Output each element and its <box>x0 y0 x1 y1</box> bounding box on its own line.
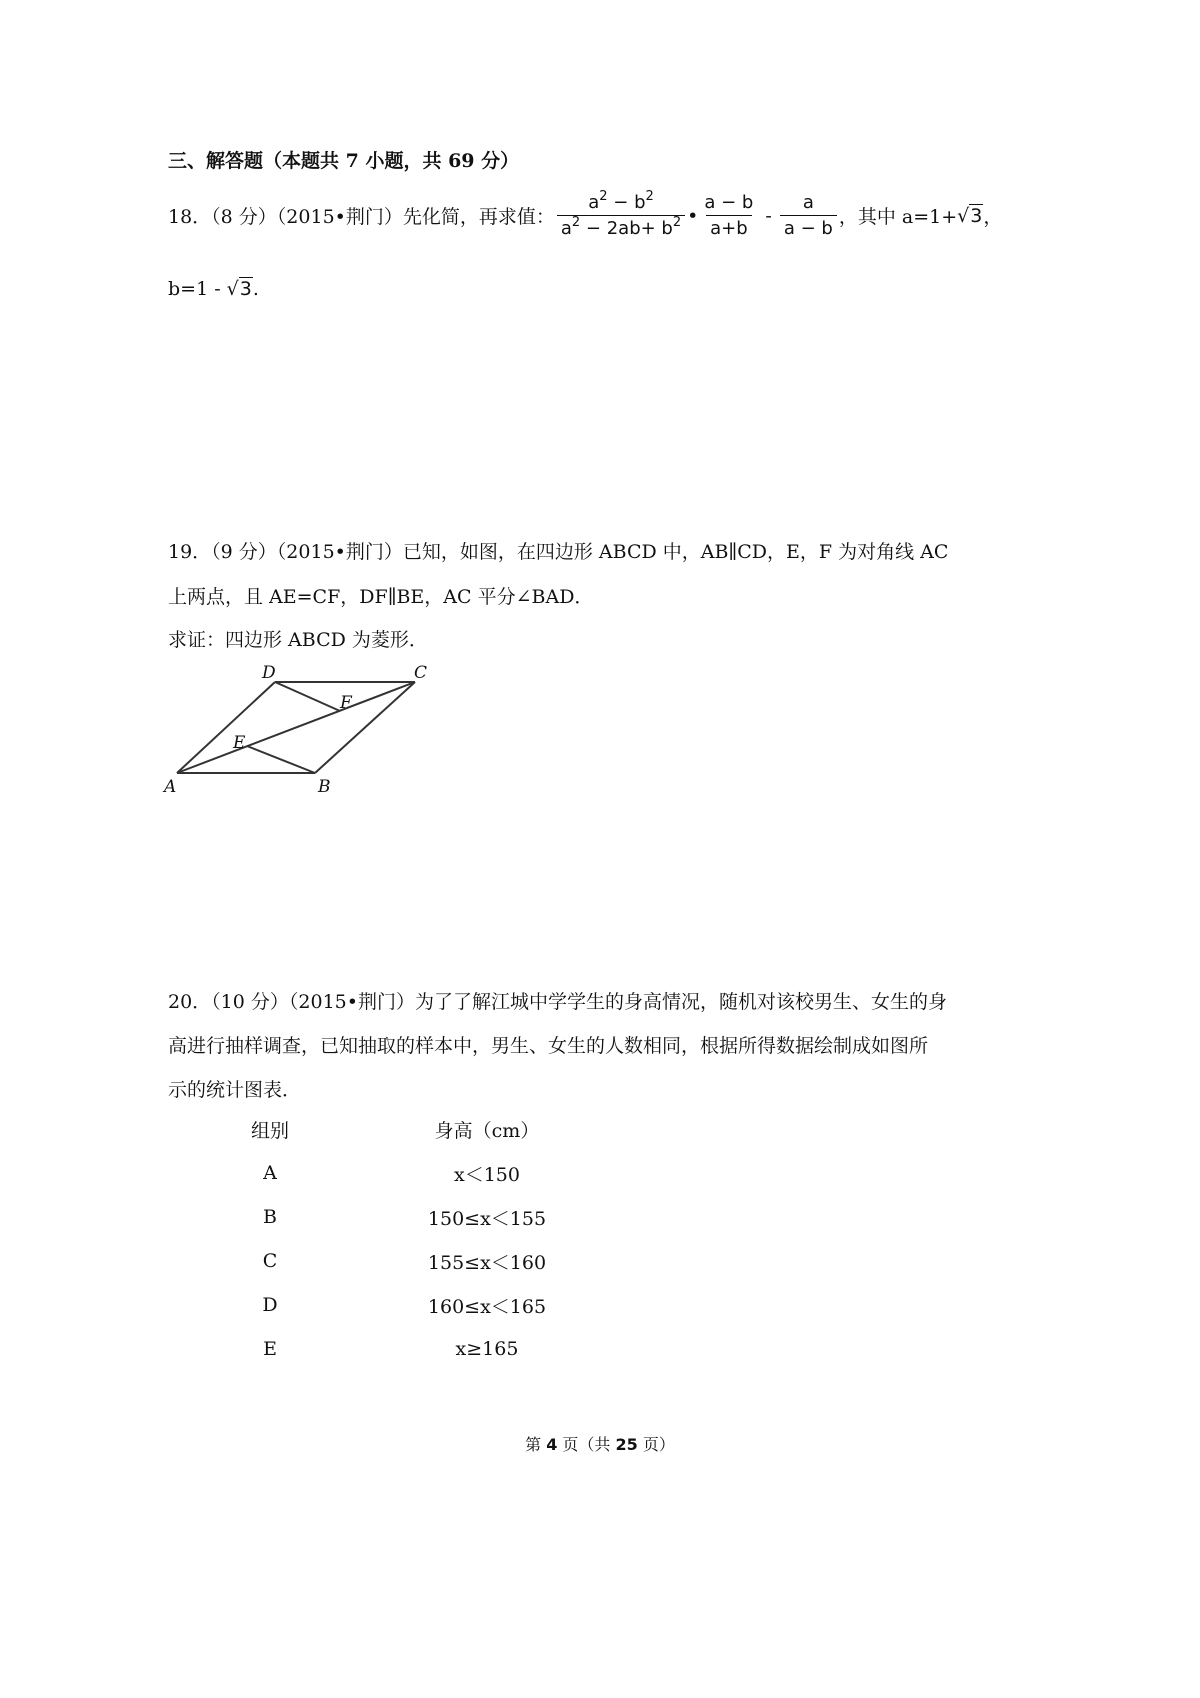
question-18-line-2: b=1 - √3. <box>168 278 259 300</box>
question-19-line-3: 求证：四边形 ABCD 为菱形． <box>168 629 428 651</box>
question-19-line-2: 上两点，且 AE=CF，DF∥BE，AC 平分∠BAD． <box>168 586 594 608</box>
q18-fraction-3-denominator: a − b <box>780 215 837 239</box>
question-20-line-1: 20．（10 分）（2015•荆门）为了了解江城中学学生的身高情况，随机对该校男生、女生的身 <box>168 991 947 1013</box>
diagonal-ac <box>177 682 415 773</box>
height-group-table <box>245 1107 567 1371</box>
label-f: F <box>340 693 352 713</box>
table-header-group: 组别 <box>250 1119 289 1142</box>
table-cell-height: 150≤x＜155 <box>427 1207 547 1230</box>
segment-bc <box>315 682 415 773</box>
table-cell-height: 160≤x＜165 <box>427 1295 547 1318</box>
q18-fraction-2-denominator: a+b <box>706 215 752 239</box>
q18-dot: • <box>687 204 699 227</box>
q18-minus: - <box>759 204 778 227</box>
q18-fraction-1-denominator: $a^2 - 2ab+ b^2$ <box>557 215 685 239</box>
q18-fraction-1-numerator: $a^2 - b^2$ <box>588 189 654 213</box>
q18-sqrt-b: √3 <box>226 278 252 300</box>
label-a: A <box>164 777 177 797</box>
section-heading: 三、解答题（本题共 7 小题，共 69 分） <box>168 150 520 172</box>
label-d: D <box>262 663 276 683</box>
label-e: E <box>233 733 246 753</box>
q18-lead: 18．（8 分）（2015•荆门）先化简，再求值： <box>168 206 555 228</box>
question-20-line-2: 高进行抽样调查，已知抽取的样本中，男生、女生的人数相同，根据所得数据绘制成如图所 <box>168 1035 929 1057</box>
table-header-height: 身高（cm） <box>434 1119 540 1142</box>
table-header-row <box>245 1107 567 1151</box>
q18-fraction-1 <box>557 189 685 239</box>
label-b: B <box>318 777 331 797</box>
table-row <box>245 1151 567 1195</box>
q18-fraction-3 <box>780 192 837 239</box>
q18-where: ，其中 a=1+ <box>838 206 958 228</box>
table-row <box>245 1239 567 1283</box>
label-c: C <box>414 663 428 683</box>
table-row <box>245 1327 567 1371</box>
table-row <box>245 1283 567 1327</box>
question-19-line-1: 19．（9 分）（2015•荆门）已知，如图，在四边形 ABCD 中，AB∥CD，E，F 为对角线 AC <box>168 541 949 563</box>
page-footer: 第 4 页（共 25 页） <box>525 1435 675 1454</box>
table-cell-height: x≥165 <box>455 1338 519 1360</box>
table-cell-height: x＜150 <box>454 1163 520 1186</box>
segment-eb <box>247 746 315 773</box>
table-cell-group: C <box>262 1250 278 1272</box>
table-cell-group: B <box>263 1206 277 1228</box>
table-cell-group: A <box>263 1162 277 1184</box>
q18-comma: ， <box>983 206 1003 228</box>
table-cell-height: 155≤x＜160 <box>427 1251 547 1274</box>
total-page-count: 25 <box>615 1435 638 1454</box>
q18-fraction-3-numerator: a <box>802 192 814 213</box>
q18-sqrt-a: √3 <box>957 204 983 227</box>
q18-fraction-2 <box>700 192 757 239</box>
table-cell-group: D <box>262 1294 278 1316</box>
table-cell-group: E <box>263 1338 277 1360</box>
segment-da <box>177 682 275 773</box>
table-row <box>245 1195 567 1239</box>
segment-df <box>275 682 340 711</box>
question-20-line-3: 示的统计图表． <box>168 1079 302 1101</box>
rhombus-figure <box>160 658 450 803</box>
q18-fraction-2-numerator: a − b <box>704 192 754 213</box>
question-18-line-1 <box>168 189 1003 239</box>
current-page-number: 4 <box>546 1435 558 1454</box>
